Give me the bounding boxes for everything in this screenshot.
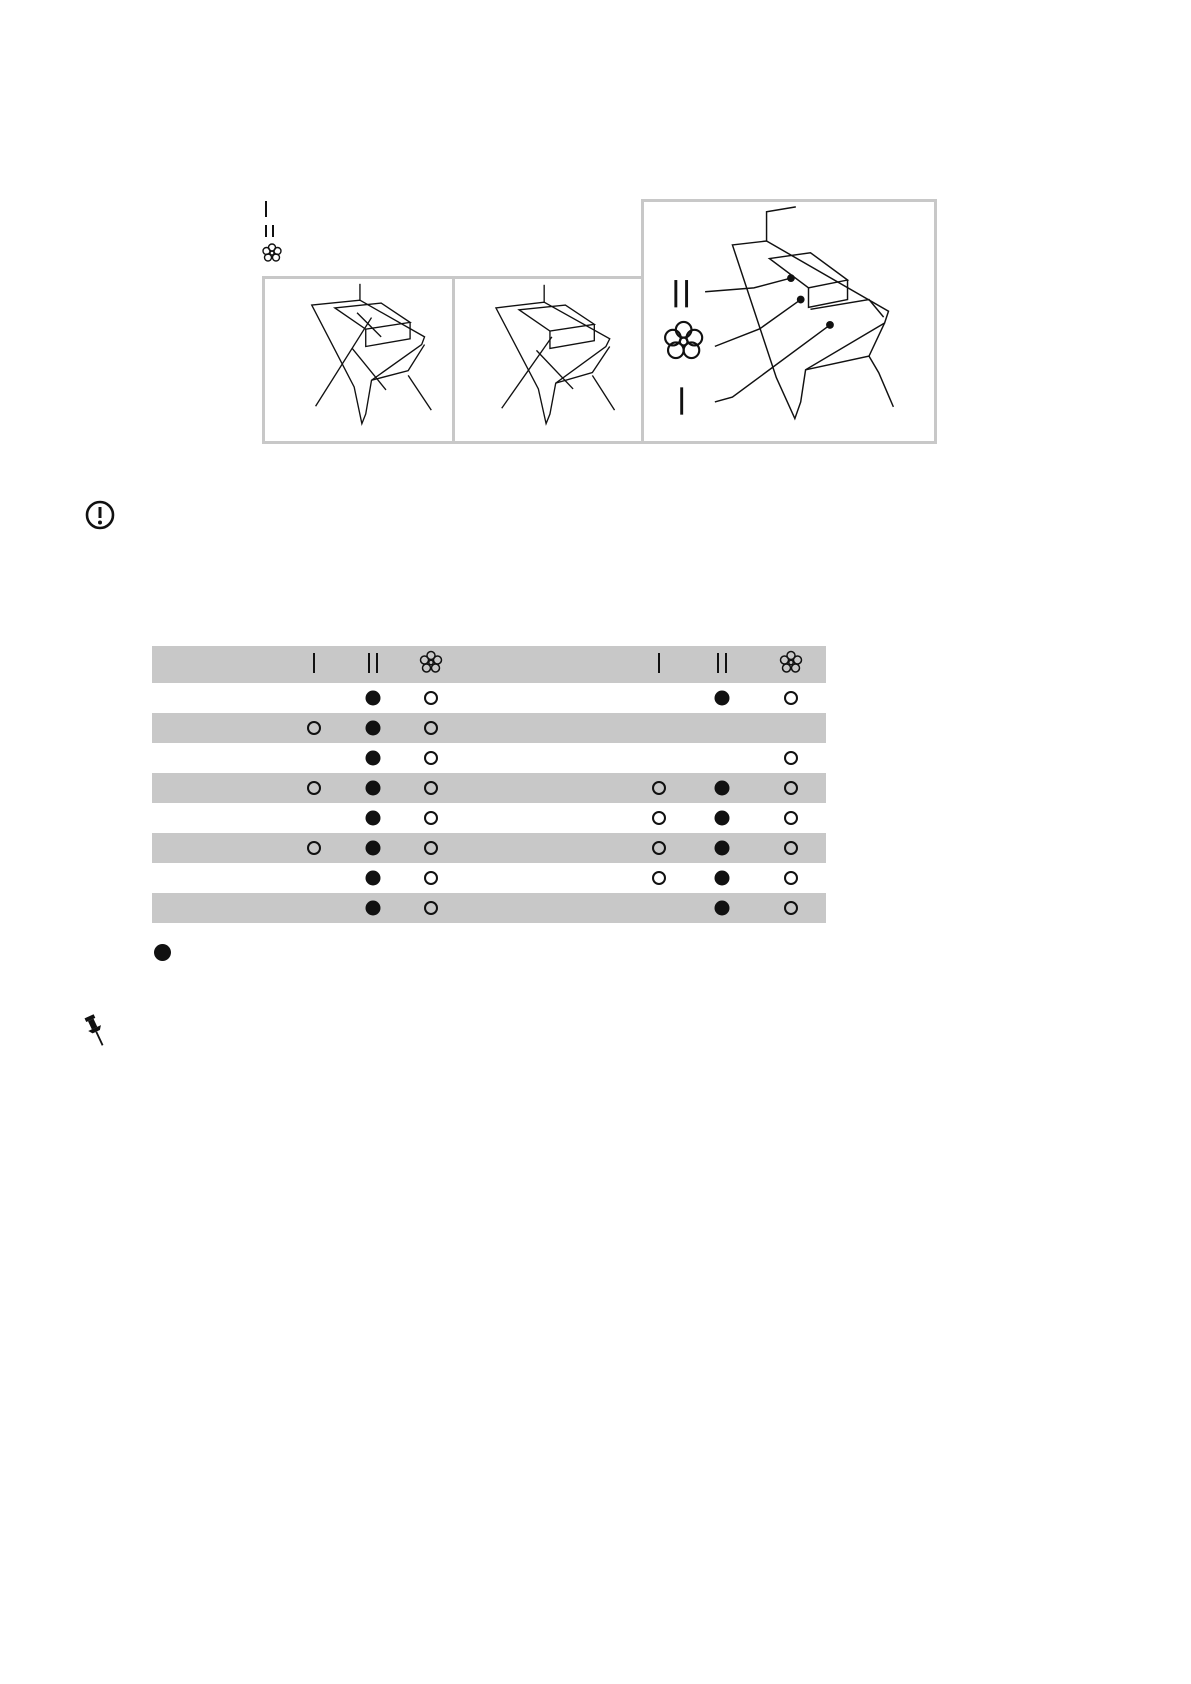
mark-right-softener-empty	[784, 691, 798, 705]
softener-label	[665, 322, 702, 358]
mark-right-main-wash-full	[715, 901, 730, 916]
mark-right-main-wash-full	[715, 871, 730, 886]
header-right-prewash-icon	[655, 650, 663, 680]
mark-left-main-wash-full	[366, 721, 381, 736]
table-row	[152, 773, 826, 803]
mark-left-softener-empty	[424, 721, 438, 735]
main-wash-compartment-icon	[262, 221, 286, 241]
softener-compartment-icon	[262, 243, 286, 263]
mark-left-main-wash-full	[366, 841, 381, 856]
mark-right-softener-empty	[784, 811, 798, 825]
header-main-wash-icon	[365, 650, 381, 680]
mark-left-prewash-empty	[307, 841, 321, 855]
mark-right-prewash-empty	[652, 811, 666, 825]
main-wash-label	[676, 280, 687, 307]
header-softener-icon	[418, 650, 444, 680]
table-row	[152, 803, 826, 833]
table-row	[152, 683, 826, 713]
mark-left-main-wash-full	[366, 811, 381, 826]
mark-left-main-wash-full	[366, 781, 381, 796]
mark-left-prewash-empty	[307, 721, 321, 735]
mark-left-softener-empty	[424, 781, 438, 795]
header-right-softener-icon	[778, 650, 804, 680]
mark-right-main-wash-full	[715, 841, 730, 856]
mark-right-softener-empty	[784, 781, 798, 795]
warning-exclamation-icon	[84, 499, 116, 531]
mark-left-prewash-empty	[307, 781, 321, 795]
figure-panel-3	[641, 199, 937, 444]
mark-left-softener-empty	[424, 751, 438, 765]
table-row	[152, 863, 826, 893]
mark-right-main-wash-full	[715, 691, 730, 706]
table-row	[152, 743, 826, 773]
mark-left-softener-empty	[424, 811, 438, 825]
table-row	[152, 833, 826, 863]
mark-right-prewash-empty	[652, 841, 666, 855]
table-row	[152, 893, 826, 923]
mark-right-prewash-empty	[652, 781, 666, 795]
figure-panel-2	[452, 276, 645, 444]
mark-right-softener-empty	[784, 751, 798, 765]
mark-right-prewash-empty	[652, 871, 666, 885]
mark-left-softener-empty	[424, 901, 438, 915]
figure-panel-1	[262, 276, 455, 444]
mark-right-softener-empty	[784, 901, 798, 915]
detergent-table	[152, 646, 826, 923]
mark-right-main-wash-full	[715, 781, 730, 796]
mark-left-softener-empty	[424, 871, 438, 885]
table-legend-mark	[154, 944, 171, 961]
table-header-row	[152, 646, 826, 683]
table-row	[152, 713, 826, 743]
mark-left-softener-empty	[424, 691, 438, 705]
pushpin-note-icon	[82, 1013, 108, 1051]
header-right-main-wash-icon	[714, 650, 730, 680]
mark-right-softener-empty	[784, 841, 798, 855]
mark-left-main-wash-full	[366, 871, 381, 886]
mark-left-softener-empty	[424, 841, 438, 855]
mark-left-main-wash-full	[366, 751, 381, 766]
header-prewash-icon	[310, 650, 318, 680]
mark-right-main-wash-full	[715, 811, 730, 826]
mark-left-main-wash-full	[366, 901, 381, 916]
mark-left-main-wash-full	[366, 691, 381, 706]
mark-right-softener-empty	[784, 871, 798, 885]
prewash-compartment-icon	[262, 199, 286, 219]
